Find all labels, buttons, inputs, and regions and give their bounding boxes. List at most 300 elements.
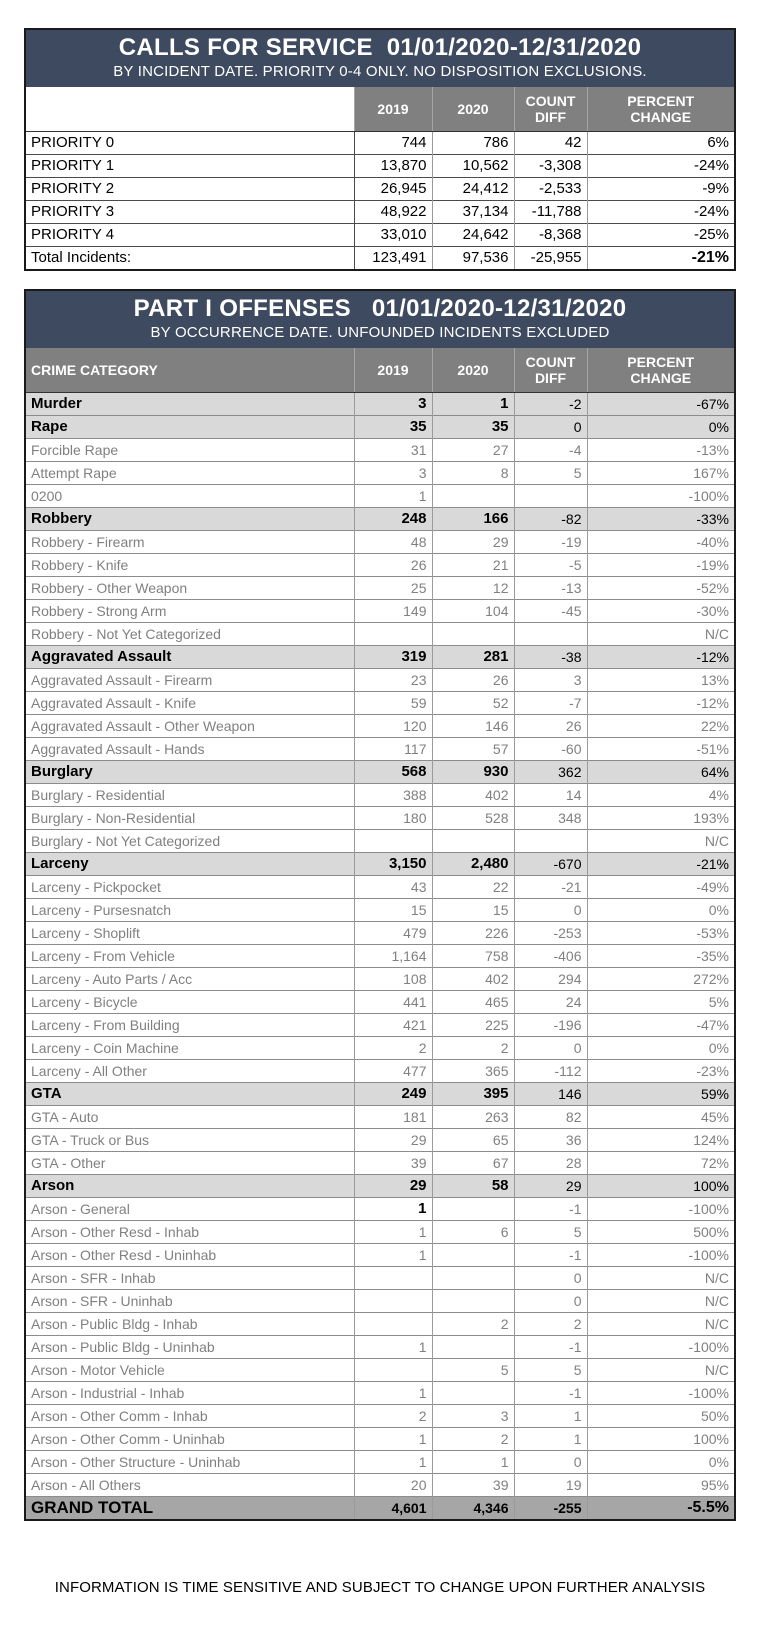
cell-2020: 24,642 [432,223,514,246]
cell-count-diff: 28 [514,1151,587,1174]
cell-percent-change: 50% [587,1404,734,1427]
cell-2019: 388 [354,783,432,806]
report-body [24,28,736,1521]
row-label: Arson - Industrial - Inhab [26,1381,354,1404]
cell-count-diff: 146 [514,1082,587,1105]
cell-count-diff: -82 [514,507,587,530]
row-label: Arson - Public Bldg - Uninhab [26,1335,354,1358]
cell-2020: 104 [432,599,514,622]
calls-header-percent-change: PERCENT CHANGE [587,87,734,131]
table-row [26,1105,734,1128]
cell-2020: 39 [432,1473,514,1496]
table-row [26,1197,734,1220]
cell-2019: 1 [354,1381,432,1404]
table-row [26,829,734,852]
cell-percent-change: 124% [587,1128,734,1151]
cell-2019: 1 [354,1243,432,1266]
calls-table-body [26,131,734,269]
row-label: Robbery - Other Weapon [26,576,354,599]
cell-2020: 35 [432,415,514,438]
row-label: Burglary - Non-Residential [26,806,354,829]
cell-2019: 108 [354,967,432,990]
cell-percent-change: -100% [587,1381,734,1404]
cell-2020: 226 [432,921,514,944]
row-label: PRIORITY 2 [26,177,354,200]
cell-count-diff: 29 [514,1174,587,1197]
cell-2020: 2 [432,1312,514,1335]
cell-count-diff: -253 [514,921,587,944]
row-label: Aggravated Assault - Knife [26,691,354,714]
table-row [26,1427,734,1450]
row-label: Burglary - Residential [26,783,354,806]
cell-2019: 29 [354,1174,432,1197]
cell-2019: 48 [354,530,432,553]
table-row [26,1082,734,1105]
cell-percent-change: -9% [587,177,734,200]
cell-2019: 1 [354,1335,432,1358]
cell-2020 [432,1381,514,1404]
row-label: GTA - Other [26,1151,354,1174]
cell-count-diff [514,829,587,852]
row-label: Larceny - Bicycle [26,990,354,1013]
cell-percent-change: 59% [587,1082,734,1105]
table-row [26,990,734,1013]
cell-2019: 249 [354,1082,432,1105]
cell-percent-change: -100% [587,1243,734,1266]
row-label: Arson - Motor Vehicle [26,1358,354,1381]
cell-2019: 26 [354,553,432,576]
table-row [26,760,734,783]
cell-percent-change: 167% [587,461,734,484]
cell-2020: 528 [432,806,514,829]
cell-2020: 402 [432,967,514,990]
cell-count-diff: 36 [514,1128,587,1151]
offenses-header-2020: 2020 [432,348,514,392]
table-row [26,246,734,269]
row-label: Larceny - All Other [26,1059,354,1082]
cell-percent-change: -100% [587,1335,734,1358]
cell-2019: 15 [354,898,432,921]
row-label: Burglary [26,760,354,783]
table-row [26,875,734,898]
cell-2020: 225 [432,1013,514,1036]
cell-2019: 744 [354,131,432,154]
cell-count-diff: 1 [514,1404,587,1427]
cell-count-diff: -2 [514,392,587,415]
table-row [26,668,734,691]
cell-2019: 1 [354,1220,432,1243]
cell-2019: 59 [354,691,432,714]
row-label: Robbery [26,507,354,530]
offenses-header-percent-change: PERCENT CHANGE [587,348,734,392]
table-row [26,1174,734,1197]
row-label: Larceny - From Vehicle [26,944,354,967]
table-row [26,1496,734,1519]
cell-count-diff: 0 [514,415,587,438]
row-label: Arson - Other Resd - Uninhab [26,1243,354,1266]
cell-percent-change: 5% [587,990,734,1013]
cell-percent-change: -47% [587,1013,734,1036]
cell-count-diff: 3 [514,668,587,691]
cell-percent-change: 4% [587,783,734,806]
cell-count-diff: -255 [514,1496,587,1519]
cell-2019: 149 [354,599,432,622]
cell-2019: 33,010 [354,223,432,246]
cell-percent-change: N/C [587,829,734,852]
offenses-header-count-diff: COUNT DIFF [514,348,587,392]
cell-percent-change: -35% [587,944,734,967]
cell-count-diff: -4 [514,438,587,461]
row-label: Aggravated Assault - Hands [26,737,354,760]
row-label: Robbery - Firearm [26,530,354,553]
cell-2020: 26 [432,668,514,691]
cell-percent-change: -5.5% [587,1496,734,1519]
row-label: Total Incidents: [26,246,354,269]
cell-count-diff: -25,955 [514,246,587,269]
cell-count-diff: -13 [514,576,587,599]
cell-2019: 568 [354,760,432,783]
row-label: Arson [26,1174,354,1197]
cell-percent-change: 45% [587,1105,734,1128]
table-row [26,852,734,875]
calls-table-subtitle: BY INCIDENT DATE. PRIORITY 0-4 ONLY. NO DISPOSITION EXCLUSIONS. [113,63,647,80]
cell-count-diff: -1 [514,1335,587,1358]
row-label: Larceny - Auto Parts / Acc [26,967,354,990]
cell-count-diff: 294 [514,967,587,990]
cell-percent-change: 100% [587,1427,734,1450]
table-row [26,484,734,507]
offenses-table-subtitle: BY OCCURRENCE DATE. UNFOUNDED INCIDENTS EXCLUDED [150,324,610,341]
cell-2019: 1 [354,1197,432,1220]
row-label: Aggravated Assault - Firearm [26,668,354,691]
cell-2019: 39 [354,1151,432,1174]
cell-2019: 441 [354,990,432,1013]
cell-percent-change: -40% [587,530,734,553]
row-label: Arson - Public Bldg - Inhab [26,1312,354,1335]
cell-count-diff [514,622,587,645]
row-label: PRIORITY 3 [26,200,354,223]
cell-2020: 65 [432,1128,514,1151]
row-label: PRIORITY 0 [31,134,115,151]
table-row [26,392,734,415]
cell-2019: 48,922 [354,200,432,223]
row-label: PRIORITY 1 [26,154,354,177]
row-label: Arson - All Others [26,1473,354,1496]
cell-count-diff: 0 [514,1036,587,1059]
cell-percent-change: 193% [587,806,734,829]
cell-2019: 1 [354,1427,432,1450]
cell-count-diff: 1 [514,1427,587,1450]
cell-count-diff: -45 [514,599,587,622]
table-row [26,576,734,599]
cell-2020: 281 [432,645,514,668]
cell-2019: 26,945 [354,177,432,200]
calls-header-count-diff: COUNT DIFF [514,87,587,131]
cell-2020 [432,829,514,852]
cell-2020: 930 [432,760,514,783]
table-row [26,131,734,154]
cell-2020: 146 [432,714,514,737]
row-label: Larceny - From Building [26,1013,354,1036]
cell-2019: 477 [354,1059,432,1082]
cell-count-diff: -670 [514,852,587,875]
cell-percent-change: -67% [587,392,734,415]
table-row [26,691,734,714]
cell-2019: 2 [354,1404,432,1427]
table-row [26,1312,734,1335]
table-row [26,154,734,177]
offenses-column-header-row [26,348,734,392]
cell-percent-change: -52% [587,576,734,599]
part-i-offenses-table [24,289,736,1521]
cell-percent-change: -53% [587,921,734,944]
cell-percent-change: 0% [587,1036,734,1059]
cell-percent-change: -21% [587,852,734,875]
cell-2020: 395 [432,1082,514,1105]
cell-count-diff: 0 [514,898,587,921]
row-label: Rape [26,415,354,438]
cell-count-diff: 5 [514,1358,587,1381]
cell-2020: 8 [432,461,514,484]
cell-2019 [354,622,432,645]
table-row [26,1220,734,1243]
cell-count-diff: 362 [514,760,587,783]
row-label: GRAND TOTAL [26,1496,354,1519]
cell-count-diff: -112 [514,1059,587,1082]
cell-2019: 1 [354,484,432,507]
cell-2020: 12 [432,576,514,599]
cell-count-diff: 0 [514,1289,587,1312]
row-label: Arson - SFR - Uninhab [26,1289,354,1312]
cell-percent-change: 22% [587,714,734,737]
row-label: Arson - General [26,1197,354,1220]
table-row [26,622,734,645]
cell-percent-change: -33% [587,507,734,530]
calls-header-empty [26,87,354,131]
cell-2019: 35 [354,415,432,438]
table-row [26,200,734,223]
cell-2020: 1 [432,392,514,415]
cell-percent-change: -25% [587,223,734,246]
table-row [26,1266,734,1289]
cell-2020: 52 [432,691,514,714]
cell-2019 [354,829,432,852]
cell-2020: 15 [432,898,514,921]
cell-count-diff: -2,533 [514,177,587,200]
cell-count-diff [514,484,587,507]
cell-percent-change: 95% [587,1473,734,1496]
cell-count-diff: 5 [514,1220,587,1243]
cell-percent-change: -13% [587,438,734,461]
table-row [26,438,734,461]
cell-percent-change: -23% [587,1059,734,1082]
table-row [26,783,734,806]
calls-table-banner [26,30,734,87]
row-label: GTA [26,1082,354,1105]
cell-percent-change: 6% [587,131,734,154]
cell-percent-change: -100% [587,1197,734,1220]
row-label: Arson - Other Structure - Uninhab [26,1450,354,1473]
cell-2019: 3 [354,392,432,415]
cell-2020: 166 [432,507,514,530]
table-row [26,599,734,622]
cell-2020: 27 [432,438,514,461]
row-label: Larceny [26,852,354,875]
cell-count-diff: 348 [514,806,587,829]
cell-count-diff: -1 [514,1197,587,1220]
cell-2020: 402 [432,783,514,806]
table-row [26,1059,734,1082]
cell-2019: 13,870 [354,154,432,177]
cell-2020: 58 [432,1174,514,1197]
time-sensitive-disclaimer: INFORMATION IS TIME SENSITIVE AND SUBJECT TO CHANGE UPON FURTHER ANALYSIS [54,1579,706,1596]
cell-count-diff: -1 [514,1243,587,1266]
row-label: Murder [26,392,354,415]
cell-2020: 365 [432,1059,514,1082]
cell-2019 [354,1266,432,1289]
cell-percent-change: -100% [587,484,734,507]
cell-count-diff: -60 [514,737,587,760]
table-row [26,944,734,967]
cell-count-diff: 14 [514,783,587,806]
cell-percent-change: -49% [587,875,734,898]
cell-2019: 479 [354,921,432,944]
cell-count-diff: -8,368 [514,223,587,246]
row-label: Forcible Rape [26,438,354,461]
row-label: Larceny - Pursesnatch [26,898,354,921]
cell-2019: 1 [354,1450,432,1473]
row-label: Robbery - Not Yet Categorized [26,622,354,645]
cell-percent-change: N/C [587,1312,734,1335]
table-row [26,1404,734,1427]
table-row [26,1036,734,1059]
table-row [26,223,734,246]
cell-count-diff: -11,788 [514,200,587,223]
cell-2019: 248 [354,507,432,530]
cell-percent-change: 0% [587,415,734,438]
cell-2019: 3,150 [354,852,432,875]
cell-2020: 5 [432,1358,514,1381]
table-row [26,1243,734,1266]
cell-2020: 29 [432,530,514,553]
table-row [26,921,734,944]
cell-2020: 24,412 [432,177,514,200]
cell-count-diff: 5 [514,461,587,484]
cell-2020: 67 [432,1151,514,1174]
row-label: Robbery - Strong Arm [26,599,354,622]
table-row [26,714,734,737]
cell-2019: 123,491 [354,246,432,269]
row-label: Aggravated Assault - Other Weapon [26,714,354,737]
cell-percent-change: -12% [587,645,734,668]
table-row [26,415,734,438]
cell-2019: 25 [354,576,432,599]
cell-2020 [432,1266,514,1289]
table-row [26,461,734,484]
row-label: Burglary - Not Yet Categorized [26,829,354,852]
cell-2020 [432,1289,514,1312]
cell-percent-change: -30% [587,599,734,622]
table-row [26,1013,734,1036]
cell-count-diff: 0 [514,1450,587,1473]
cell-percent-change: -24% [587,200,734,223]
offenses-header-crime-category: CRIME CATEGORY [26,348,354,392]
cell-percent-change: 64% [587,760,734,783]
row-label: Aggravated Assault [26,645,354,668]
cell-count-diff: -38 [514,645,587,668]
cell-count-diff: -7 [514,691,587,714]
cell-2019 [354,1358,432,1381]
cell-2020: 2,480 [432,852,514,875]
cell-percent-change: N/C [587,622,734,645]
row-label: Larceny - Pickpocket [26,875,354,898]
cell-2019: 319 [354,645,432,668]
cell-percent-change: -21% [587,246,734,269]
row-label: Arson - SFR - Inhab [26,1266,354,1289]
cell-percent-change: -19% [587,553,734,576]
calls-for-service-table [24,28,736,271]
cell-2020: 465 [432,990,514,1013]
cell-count-diff: -1 [514,1381,587,1404]
calls-header-2019: 2019 [354,87,432,131]
cell-2019: 181 [354,1105,432,1128]
row-label: Robbery - Knife [26,553,354,576]
cell-count-diff: -21 [514,875,587,898]
row-label: Larceny - Coin Machine [26,1036,354,1059]
cell-2020: 2 [432,1427,514,1450]
cell-count-diff: -406 [514,944,587,967]
cell-count-diff: -3,308 [514,154,587,177]
cell-2020 [432,1243,514,1266]
cell-2020 [432,1335,514,1358]
cell-2019: 117 [354,737,432,760]
cell-2020: 22 [432,875,514,898]
cell-percent-change: 100% [587,1174,734,1197]
cell-2019: 4,601 [354,1496,432,1519]
cell-percent-change: -12% [587,691,734,714]
offenses-table-banner [26,291,734,348]
calls-table-title: CALLS FOR SERVICE 01/01/2020-12/31/2020 [118,34,642,61]
cell-2019: 421 [354,1013,432,1036]
row-label: 0200 [26,484,354,507]
cell-percent-change: N/C [587,1266,734,1289]
cell-2020: 3 [432,1404,514,1427]
table-row [26,1450,734,1473]
table-row [26,1128,734,1151]
cell-2019: 23 [354,668,432,691]
cell-2019 [354,1312,432,1335]
offenses-header-2019: 2019 [354,348,432,392]
cell-2019: 31 [354,438,432,461]
table-row [26,507,734,530]
cell-2019: 180 [354,806,432,829]
cell-count-diff: 82 [514,1105,587,1128]
table-row [26,737,734,760]
cell-count-diff: 19 [514,1473,587,1496]
cell-2019: 1,164 [354,944,432,967]
cell-2020: 4,346 [432,1496,514,1519]
table-row [26,1358,734,1381]
table-row [26,177,734,200]
cell-count-diff: -5 [514,553,587,576]
cell-count-diff: -19 [514,530,587,553]
cell-percent-change: 13% [587,668,734,691]
cell-2020 [432,484,514,507]
table-row [26,1381,734,1404]
cell-percent-change: 272% [587,967,734,990]
cell-2019: 20 [354,1473,432,1496]
cell-percent-change: 0% [587,898,734,921]
